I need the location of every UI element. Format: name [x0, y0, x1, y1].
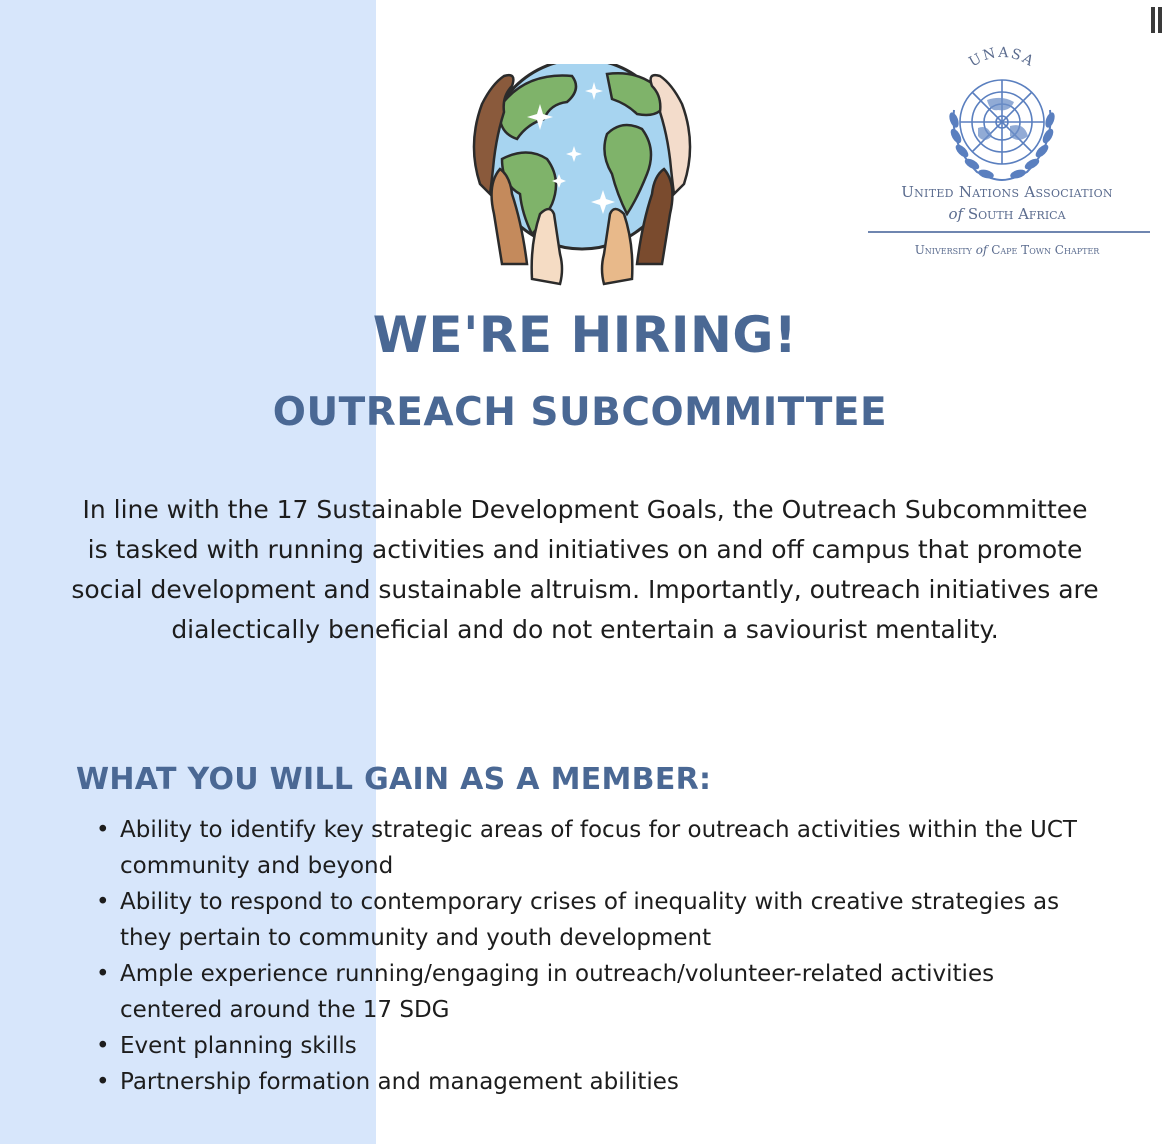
- pin-icon: [1150, 4, 1164, 36]
- bullet-icon: •: [96, 1033, 110, 1059]
- hiring-headline: WE'RE HIRING!: [372, 306, 798, 364]
- benefits-list: [96, 812, 1096, 1100]
- subcommittee-title: OUTREACH SUBCOMMITTEE: [272, 390, 888, 435]
- benefit-item: [96, 1064, 1096, 1100]
- unasa-logo: [864, 40, 1150, 270]
- benefit-item-text: Ample experience running/engaging in outreach/volunteer-related activities centered around the 17 SDG: [120, 961, 995, 1023]
- benefit-item-text: Ability to respond to contemporary crises of inequality with creative strategies as they pertain to community and youth development: [120, 889, 1060, 951]
- logo-line-country-name: South Africa: [967, 205, 1066, 223]
- logo-line-country-prefix: of: [948, 205, 964, 223]
- logo-line-chapter-of: of: [975, 243, 988, 257]
- benefit-item-text: Event planning skills: [120, 1033, 357, 1059]
- benefit-item: [96, 956, 1096, 1028]
- description-paragraph: In line with the 17 Sustainable Development Goals, the Outreach Subcommittee is tasked with running activities and initiatives on and off campus that promote social development and sustainable altruism. Importantly, outreach initiatives are dialectically beneficial and do not entertain a saviourist mentality.: [71, 495, 1099, 644]
- bullet-icon: •: [96, 817, 110, 843]
- benefit-item-text: Partnership formation and management abilities: [120, 1069, 679, 1095]
- logo-arc-text: UNASA: [966, 44, 1038, 71]
- logo-line-association: United Nations Association: [901, 183, 1113, 201]
- svg-text:UNASA: [966, 45, 1037, 71]
- benefit-item: [96, 884, 1096, 956]
- bullet-icon: •: [96, 889, 110, 915]
- logo-line-country: [864, 205, 1150, 223]
- logo-divider: [868, 231, 1150, 233]
- bullet-icon: •: [96, 961, 110, 987]
- benefit-item: [96, 812, 1096, 884]
- benefits-heading: WHAT YOU WILL GAIN AS A MEMBER:: [76, 762, 712, 797]
- un-emblem-icon: [932, 40, 1072, 190]
- benefit-item-text: Ability to identify key strategic areas of focus for outreach activities within the UCT community and beyond: [120, 817, 1077, 879]
- logo-line-chapter: [864, 243, 1150, 257]
- benefit-item: [96, 1028, 1096, 1064]
- logo-line-chapter-b: Cape Town Chapter: [991, 243, 1100, 257]
- logo-line-chapter-a: University: [914, 243, 972, 257]
- bullet-icon: •: [96, 1069, 110, 1095]
- globe-with-hands-icon: [432, 64, 732, 289]
